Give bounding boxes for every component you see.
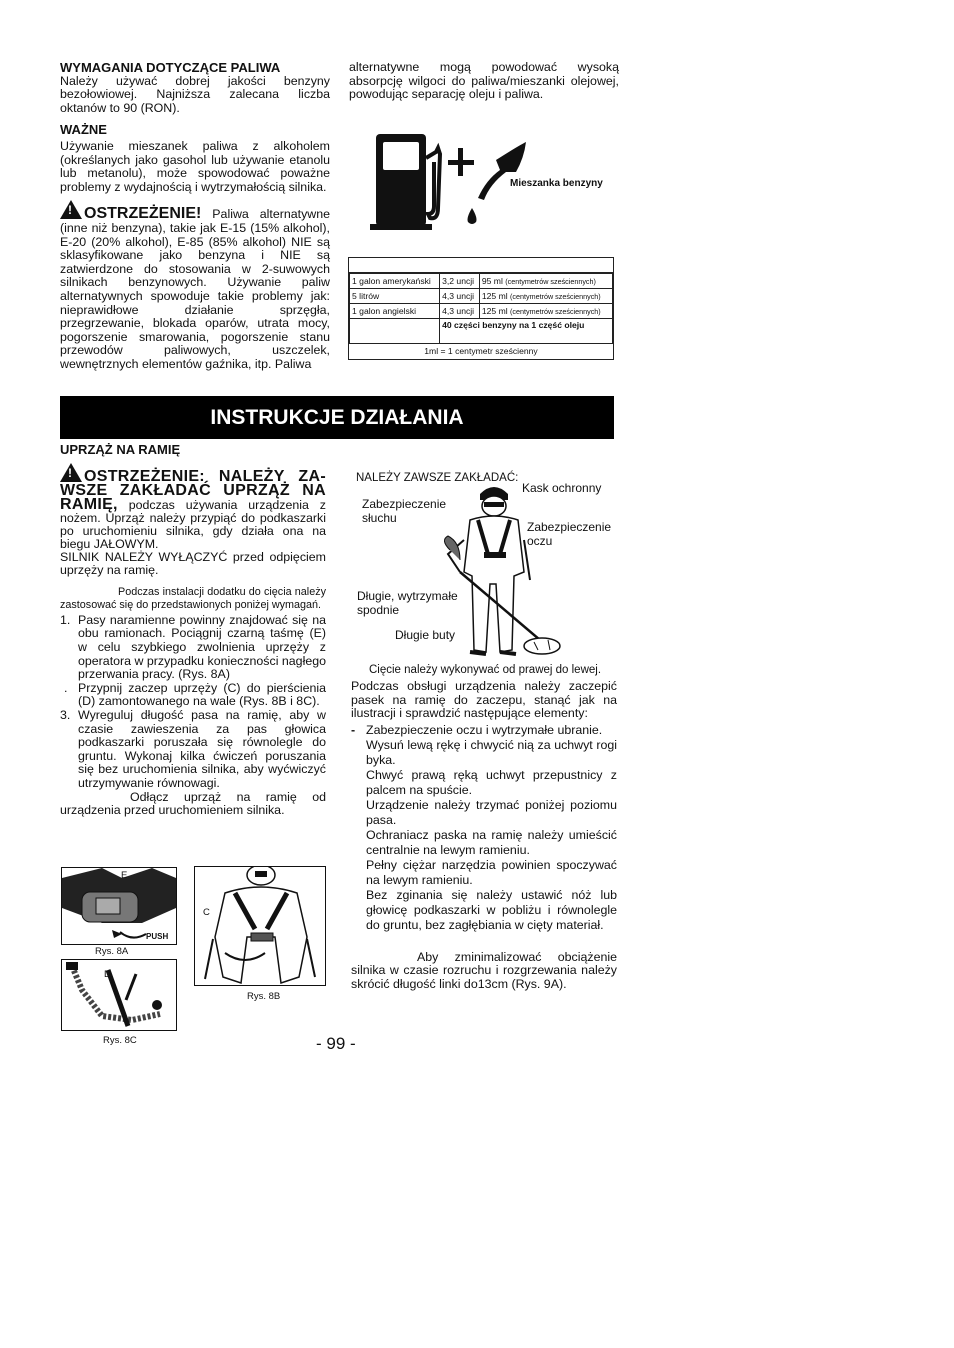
section-banner: INSTRUKCJE DZIAŁANIA: [60, 396, 614, 439]
label-e: E: [121, 870, 128, 881]
table-cell: 5 litrów: [350, 289, 440, 304]
table-cell: 1 galon angielski: [350, 304, 440, 319]
list-item: Pełny ciężar narzędzia powinien spoczywać na lewym ramieniu.: [366, 857, 617, 887]
fig-8b-caption: Rys. 8B: [247, 991, 281, 1002]
line-note: Aby zminimalizować obciążenie silnika w czasie rozruchu i rozgrzewania należy skrócić długość linki do13cm (Rys. 9A).: [351, 949, 617, 991]
table-row: [350, 289, 613, 304]
push-label: PUSH: [146, 932, 169, 941]
harness-section: [60, 443, 326, 818]
list-item: 1. Pasy naramienne powinny znajdować się na obu ramionach. Pociągnij czarną taśmę (E) w celu szybkiego zwolnienia uprzęży z operatora w przypadku konieczności nagłego przerwania pracy. (Rys. 8A): [60, 612, 326, 682]
list-item: Bez zginania się należy ustawić nóż lub głowicę podkaszarki w pobliżu i równolegle do gruntu, bez zagłębiania w cięty materiał.: [366, 887, 617, 932]
page-number: - 99 -: [316, 1034, 356, 1053]
fuel-intro: Należy używać dobrej jakości benzyny bezołowiowej. Najniższa zalecana liczba oktanów to 90 (RON).: [60, 73, 330, 115]
fuel-requirements-section: [60, 61, 330, 371]
figure-8b: [194, 866, 326, 986]
harness-title: UPRZĄŻ NA RAMIĘ: [60, 442, 181, 457]
dash-marker: -: [351, 722, 356, 737]
list-item: Chwyć prawą ręką uchwyt przepustnicy z palcem na spuście.: [366, 767, 617, 797]
table-footer: 1ml = 1 centymetr sześcienny: [350, 344, 613, 359]
warning-icon: [60, 200, 82, 219]
harness-warning-text: podczas używania urządzenia z nożem. Uprząż należy przypiąć do podkaszarki po uruchomieniu silnika, gdy działa ona na biegu JAŁOWYM.: [60, 497, 326, 551]
fuel-warning: [60, 200, 330, 371]
detach-text: Odłącz uprząż na ramię od urządzenia przed uruchomieniem silnika.: [60, 789, 326, 818]
warning-title: OSTRZEŻENIE!: [84, 205, 202, 223]
fuel-mix-table: [348, 257, 614, 360]
stop-text: SILNIK NALEŻY WYŁĄCZYĆ przed odpięciem uprzęży na ramię.: [60, 549, 326, 578]
eye-label: Zabezpieczenie oczu: [527, 520, 612, 548]
cut-caption: Cięcie należy wykonywać od prawej do lewej.: [369, 664, 602, 676]
note-text: Podczas instalacji dodatku do cięcia należy zastosować się do przedstawionych poniżej wymagań.: [60, 585, 326, 611]
mix-label: Mieszanka benzyny: [510, 178, 603, 189]
label-c: C: [203, 907, 210, 918]
label-d: D: [104, 969, 111, 980]
operator-illustration: [430, 480, 570, 666]
important-title: WAŻNE: [60, 122, 107, 138]
table-cell: 95 ml (centymetrów sześciennych): [479, 274, 612, 289]
table-row: [350, 304, 613, 319]
table-cell: 3,2 uncji: [440, 274, 480, 289]
table-row: [350, 274, 613, 289]
table-cell: 4,3 uncji: [440, 289, 480, 304]
list-item: Zabezpieczenie oczu i wytrzymałe ubranie.: [366, 722, 603, 737]
table-cell: [350, 319, 440, 344]
table-cell: 125 ml (centymetrów sześciennych): [479, 289, 612, 304]
table-cell: 1 galon amerykański: [350, 274, 440, 289]
table-footer-row: [350, 344, 613, 359]
harness-warning: [60, 463, 326, 551]
steps-list: [60, 614, 326, 791]
list-item: Urządzenie należy trzymać poniżej poziomu pasa.: [366, 797, 617, 827]
operation-intro: Podczas obsługi urządzenia należy zaczepić pasek na ramię do zaczepu, stanąć jak na ilustracji i sprawdzić następujące elementy:: [351, 679, 617, 721]
fig-8a-caption: Rys. 8A: [95, 946, 129, 957]
table-cell: 4,3 uncji: [440, 304, 480, 319]
list-item: Wysuń lewą rękę i chwycić nią za uchwyt rogi byka.: [366, 737, 617, 767]
figure-8c: [61, 959, 177, 1031]
fig-8c-caption: Rys. 8C: [103, 1035, 137, 1046]
important-text: Używanie mieszanek paliwa z alkoholem (określanych jako gasohol lub używanie etanolu lub metanolu), może spowodować poważne problemy z wydajnością i wytrzymałością silnika.: [60, 138, 330, 194]
always-wear-label: NALEŻY ZAWSZE ZAKŁADAĆ:: [356, 472, 519, 484]
warning-icon: [60, 463, 82, 482]
harness-warning-title: OSTRZEŻENIE: NALEŻY ZA-WSZE ZAKŁADAĆ UPRZĄŻ NA RAMIĘ,: [60, 467, 326, 513]
helmet-label: Kask ochronny: [522, 481, 602, 495]
table-cell: 125 ml (centymetrów sześciennych): [479, 304, 612, 319]
table-header: [349, 258, 613, 273]
table-row: [350, 319, 613, 344]
list-item: 3. Wyreguluj długość pasa na ramię, aby w czasie zawieszenia za pas głowica podkaszarki poruszała się równolegle do gruntu. Wykonaj kilka ćwiczeń poruszania się bez uruchomienia silnika, aby wyćwiczyć utrzymywanie równowagi.: [60, 707, 326, 790]
hearing-label: Zabezpieczenie słuchu: [362, 497, 447, 525]
fuel-title: WYMAGANIA DOTYCZĄCE PALIWA: [60, 60, 281, 75]
pants-label: Długie, wytrzymałe spodnie: [357, 589, 458, 617]
fuel-continuation: alternatywne mogą powodować wysoką absorpcję wilgoci do paliwa/mieszanki olejowej, powodując separację oleju i paliwa.: [349, 60, 619, 102]
boots-label: Długie buty: [395, 628, 456, 642]
list-item: . Przypnij zaczep uprzęży (C) do pierścienia (D) zamontowanego na wale (Rys. 8B i 8C).: [64, 680, 326, 709]
operation-section: [351, 680, 617, 992]
list-item: Ochraniacz paska na ramię należy umieścić centralnie na lewym ramieniu.: [366, 827, 617, 857]
ratio-cell: 40 części benzyny na 1 część oleju: [440, 319, 613, 344]
warning-text: Paliwa alternatywne (inne niż benzyna), takie jak E-15 (15% alkohol), E-20 (20% alkohol), E-85 (85% alkohol) NIE są sklasyfikowane jako benzyna i NIE są zatwierdzone do stosowania w 2-suwowych silnikach benzynowych. Używanie paliw alternatywnych spowoduje takie problemy jak: nieprawidłowe działanie sprzęgła, przegrzewanie, blokada oparów, utrata mocy, pogorszenie smarowania, pogorszenie stanu przewodów paliwowych, uszczelek, wewnętrznych elementów gaźnika, itp. Paliwa: [60, 207, 330, 371]
checks-list: [351, 723, 617, 933]
